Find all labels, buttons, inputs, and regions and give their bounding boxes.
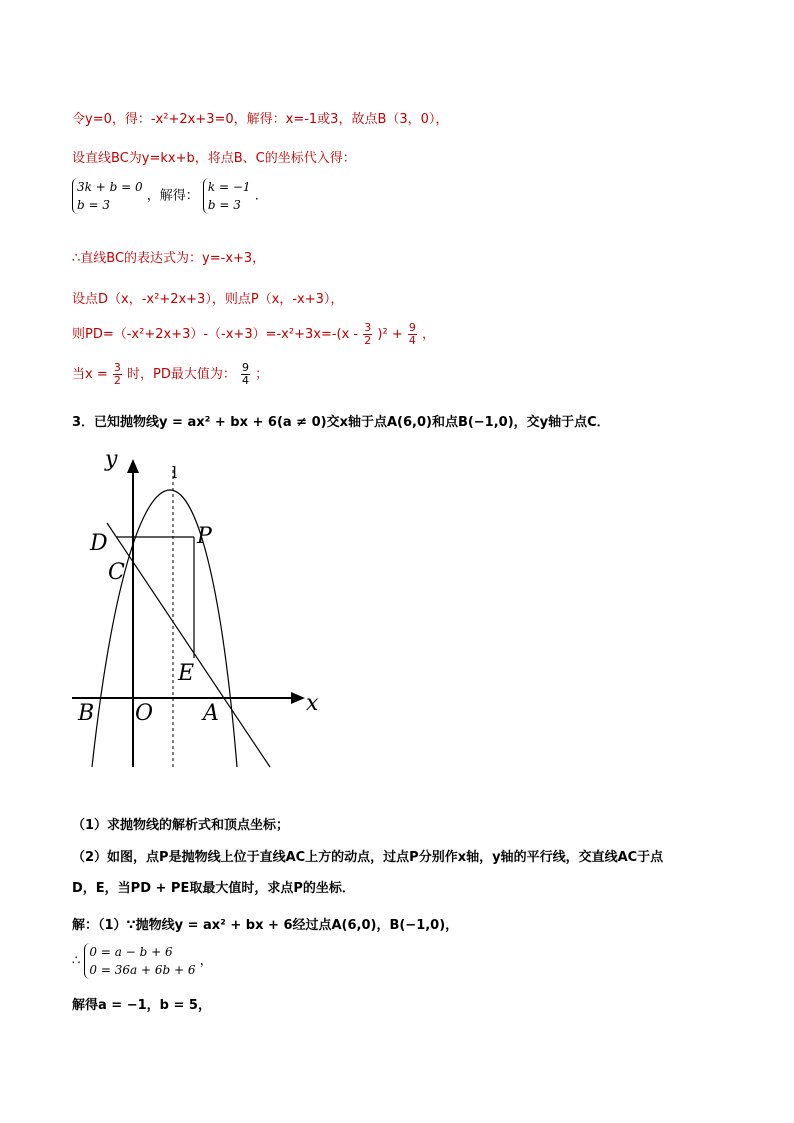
- fraction-9-4: [408, 322, 417, 347]
- solve-text: ，解得：: [146, 188, 199, 204]
- line-3-end: .: [254, 188, 259, 204]
- equation-system-3: [84, 943, 195, 979]
- label-d: D: [90, 531, 108, 556]
- when-x-text: 当x =: [72, 367, 108, 382]
- pd-expression-a: 则PD=（-x²+2x+3）-（-x+3）=-x²+3x=-(x -: [72, 327, 359, 342]
- label-l: l: [172, 463, 178, 482]
- label-o: O: [135, 701, 154, 726]
- solution-line-2: 设直线BC为y=kx+b，将点B、C的坐标代入得：: [72, 151, 356, 166]
- label-y: y: [105, 447, 118, 472]
- question-2-line-a: （2）如图，点P是抛物线上位于直线AC上方的动点，过点P分别作x轴，y轴的平行线，交直线AC于点: [72, 850, 664, 865]
- problem-3-statement: 3．已知抛物线y = ax² + bx + 6(a ≠ 0)交x轴于点A(6,0)和点B(−1,0)，交y轴于点C．: [72, 415, 610, 430]
- fraction-den: 2: [364, 334, 372, 347]
- question-1: （1）求抛物线的解析式和顶点坐标；: [72, 818, 290, 833]
- solution-line-7: [72, 362, 268, 387]
- pd-expression-c: ，: [422, 327, 436, 342]
- solution-line-4: ∴直线BC的表达式为：y=-x+3，: [72, 251, 266, 266]
- solution-line-1: 令y=0，得：-x²+2x+3=0，解得：x=-1或3，故点B（3，0），: [72, 112, 449, 127]
- fraction-num: 3: [113, 361, 121, 374]
- fraction-9-4: [241, 362, 250, 387]
- system-1-eq-a: 3k + b = 0: [77, 180, 143, 194]
- label-c: C: [108, 560, 125, 585]
- fraction-3-2: [113, 362, 122, 387]
- answer-line-3: 解得a = −1，b = 5，: [72, 998, 211, 1013]
- fraction-den: 4: [242, 374, 249, 387]
- solution-line-6: [72, 322, 435, 347]
- max-value-text: 时，PD最大值为：: [127, 367, 236, 382]
- fraction-num: 9: [408, 321, 416, 334]
- system-2-eq-b: b = 3: [207, 198, 241, 212]
- fraction-num: 3: [364, 321, 372, 334]
- line-ac: [107, 523, 270, 767]
- system-3-eq-a: 0 = a − b + 6: [89, 945, 173, 959]
- fraction-den: 4: [408, 334, 416, 347]
- therefore-symbol: ∴: [72, 953, 81, 969]
- label-b: B: [78, 701, 95, 726]
- equation-system-1: [72, 178, 143, 214]
- fraction-3-2: [363, 322, 372, 347]
- system-3-eq-b: 0 = 36a + 6b + 6: [89, 963, 196, 977]
- solution-line-5: 设点D（x，-x²+2x+3），则点P（x，-x+3），: [72, 292, 344, 307]
- answer-line-2: [72, 943, 213, 979]
- question-2-line-b: D，E，当PD + PE取最大值时，求点P的坐标．: [72, 881, 355, 896]
- line-7-end: ；: [255, 367, 269, 382]
- system-2-eq-a: k = −1: [207, 180, 251, 194]
- fraction-den: 2: [113, 374, 121, 387]
- pd-expression-b: )² +: [377, 327, 403, 342]
- solution-line-3: [72, 178, 259, 214]
- label-a: A: [203, 701, 219, 726]
- answer-line-1: 解：（1）∵抛物线y = ax² + bx + 6经过点A(6,0)，B(−1,0)，: [72, 918, 459, 933]
- parabola-figure: [72, 445, 332, 775]
- label-e: E: [178, 661, 195, 686]
- line-end: ，: [199, 953, 213, 969]
- y-axis-arrow: [127, 459, 139, 473]
- x-axis-arrow: [291, 692, 305, 704]
- equation-system-2: [203, 178, 251, 214]
- label-x: x: [306, 691, 319, 716]
- label-p: P: [197, 524, 212, 549]
- fraction-num: 9: [242, 361, 249, 374]
- system-1-eq-b: b = 3: [77, 198, 110, 212]
